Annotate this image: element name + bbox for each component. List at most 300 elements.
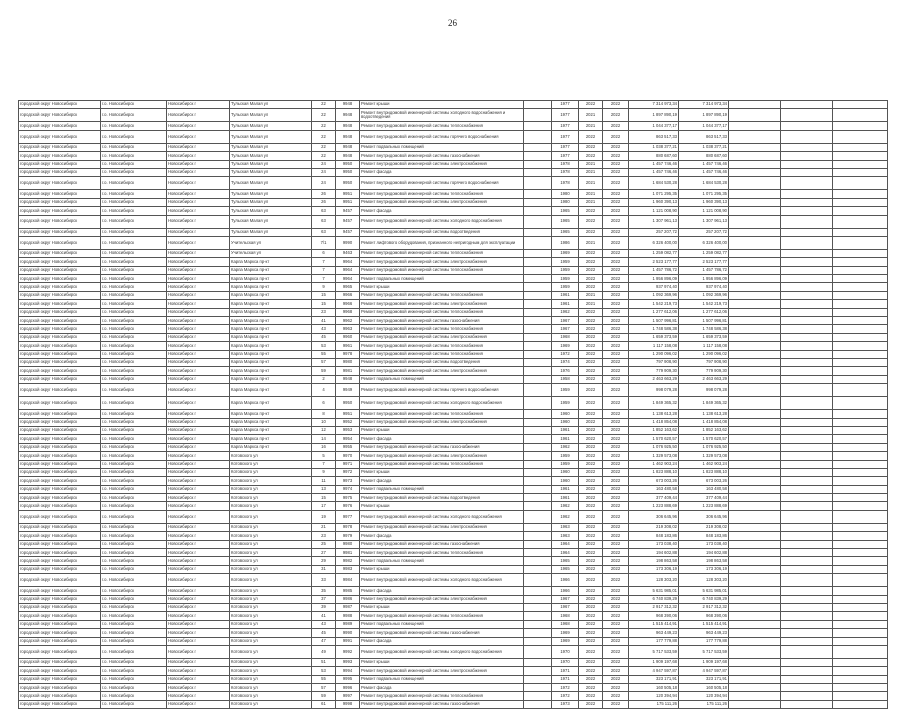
cell-plan-year: 2021 [579, 236, 603, 249]
cell-cost-fact: 4 947 597,87 [679, 667, 729, 675]
cell-cost-fact: 937 974,40 [679, 283, 729, 291]
table-row [19, 435, 888, 443]
cell-cost-fact: 1 418 854,08 [679, 418, 729, 426]
cell-cost-fact: 5 631 985,01 [679, 587, 729, 595]
cell-house: 45 [312, 629, 336, 637]
cell-plan-year: 2022 [579, 587, 603, 595]
cell-note-1 [729, 258, 781, 266]
cell-note-3 [833, 485, 888, 493]
cell-street: Котовского ул [230, 645, 312, 658]
cell-municipality: городской округ Новосибирск [19, 620, 101, 628]
cell-note-1 [729, 549, 781, 557]
cell-fact-year: 2022 [603, 532, 629, 540]
cell-settlement: г.о. Новосибирск [101, 228, 167, 236]
cell-city: Новосибирск г [167, 637, 230, 645]
cell-street: Котовского ул [230, 557, 312, 565]
cell-house: 12 [312, 426, 336, 434]
cell-start-year: 1962 [552, 308, 579, 316]
table-row [19, 384, 888, 397]
cell-city: Новосибирск г [167, 308, 230, 316]
cell-built-year [524, 350, 552, 358]
cell-cost-fact: 1 909 197,68 [679, 658, 729, 666]
table-row [19, 645, 888, 658]
table-row [19, 308, 888, 316]
cell-start-year: 1962 [552, 502, 579, 510]
cell-city: Новосибирск г [167, 460, 230, 468]
table-row [19, 620, 888, 628]
cell-start-year: 1958 [552, 375, 579, 383]
cell-work-type: Ремонт внутридомовой инженерной системы водоотведения [360, 358, 524, 366]
cell-cost-plan: 1 457 746,46 [629, 160, 679, 168]
cell-cost-plan: 1 823 888,10 [629, 468, 679, 476]
cell-cost-fact: 6 326 400,00 [679, 236, 729, 249]
cell-note-3 [833, 595, 888, 603]
cell-plan-year: 2022 [579, 375, 603, 383]
cell-start-year: 1965 [552, 207, 579, 215]
cell-street: Карла Маркса пр-кт [230, 291, 312, 299]
cell-house: 55 [312, 675, 336, 683]
cell-note-3 [833, 532, 888, 540]
cell-note-1 [729, 418, 781, 426]
table-row [19, 342, 888, 350]
cell-start-year: 1969 [552, 637, 579, 645]
cell-reg-no: 9996 [336, 684, 360, 692]
cell-note-2 [781, 692, 833, 700]
cell-fact-year: 2022 [603, 629, 629, 637]
cell-house: 15 [312, 291, 336, 299]
cell-cost-fact: 1 076 925,50 [679, 443, 729, 451]
cell-reg-no: 9948 [336, 375, 360, 383]
cell-house: 23 [312, 532, 336, 540]
cell-fact-year: 2022 [603, 692, 629, 700]
cell-cost-fact: 1 038 377,21 [679, 143, 729, 151]
cell-start-year: 1962 [552, 443, 579, 451]
cell-cost-fact: 673 003,26 [679, 477, 729, 485]
cell-work-type: Ремонт внутридомовой инженерной системы теплоснабжения [360, 549, 524, 557]
cell-plan-year: 2022 [579, 443, 603, 451]
cell-house: 25 [312, 540, 336, 548]
cell-fact-year: 2022 [603, 397, 629, 410]
cell-fact-year: 2022 [603, 502, 629, 510]
cell-work-type: Ремонт внутридомовой инженерной системы электроснабжения [360, 258, 524, 266]
cell-plan-year: 2022 [579, 410, 603, 418]
cell-municipality: городской округ Новосибирск [19, 198, 101, 206]
cell-note-2 [781, 266, 833, 274]
cell-cost-fact: 1 277 612,06 [679, 308, 729, 316]
cell-settlement: г.о. Новосибирск [101, 557, 167, 565]
cell-note-2 [781, 249, 833, 257]
cell-start-year: 1961 [552, 494, 579, 502]
cell-city: Новосибирск г [167, 612, 230, 620]
cell-settlement: г.о. Новосибирск [101, 477, 167, 485]
cell-municipality: городской округ Новосибирск [19, 675, 101, 683]
cell-cost-plan: 937 974,40 [629, 283, 679, 291]
cell-note-2 [781, 358, 833, 366]
cell-municipality: городской округ Новосибирск [19, 168, 101, 176]
cell-settlement: г.о. Новосибирск [101, 603, 167, 611]
cell-street: Котовского ул [230, 510, 312, 523]
cell-work-type: Ремонт крыши [360, 101, 524, 109]
cell-street: Тульская Малая ул [230, 160, 312, 168]
cell-note-3 [833, 109, 888, 122]
cell-municipality: городской округ Новосибирск [19, 215, 101, 228]
cell-built-year [524, 249, 552, 257]
cell-house: 17 [312, 502, 336, 510]
cell-reg-no: 9990 [336, 236, 360, 249]
cell-cost-plan: 377 409,44 [629, 494, 679, 502]
cell-note-3 [833, 477, 888, 485]
cell-built-year [524, 667, 552, 675]
cell-house: 2 [312, 375, 336, 383]
cell-settlement: г.о. Новосибирск [101, 565, 167, 573]
cell-street: Карла Маркса пр-кт [230, 367, 312, 375]
cell-house: 59 [312, 692, 336, 700]
cell-start-year: 1973 [552, 700, 579, 708]
cell-settlement: г.о. Новосибирск [101, 620, 167, 628]
cell-cost-plan: 1 748 586,38 [629, 325, 679, 333]
cell-note-3 [833, 645, 888, 658]
cell-house: 63 [312, 228, 336, 236]
cell-note-1 [729, 283, 781, 291]
cell-note-2 [781, 435, 833, 443]
cell-street: Котовского ул [230, 658, 312, 666]
cell-cost-plan: 1 092 369,96 [629, 291, 679, 299]
cell-note-1 [729, 435, 781, 443]
cell-cost-plan: 1 684 530,28 [629, 177, 679, 190]
cell-cost-fact: 1 897 890,19 [679, 109, 729, 122]
cell-reg-no: 9992 [336, 645, 360, 658]
cell-reg-no: 9966 [336, 291, 360, 299]
cell-city: Новосибирск г [167, 510, 230, 523]
cell-plan-year: 2022 [579, 308, 603, 316]
cell-municipality: городской округ Новосибирск [19, 367, 101, 375]
cell-plan-year: 2021 [579, 122, 603, 130]
table-row [19, 236, 888, 249]
cell-street: Карла Маркса пр-кт [230, 275, 312, 283]
cell-house: 14 [312, 435, 336, 443]
cell-reg-no: 9971 [336, 460, 360, 468]
cell-note-3 [833, 675, 888, 683]
cell-reg-no: 9948 [336, 101, 360, 109]
cell-city: Новосибирск г [167, 574, 230, 587]
works-table [18, 100, 888, 709]
cell-note-1 [729, 565, 781, 573]
cell-reg-no: 9981 [336, 367, 360, 375]
table-row [19, 587, 888, 595]
cell-note-1 [729, 342, 781, 350]
cell-reg-no: 9950 [336, 168, 360, 176]
table-row [19, 426, 888, 434]
cell-municipality: городской округ Новосибирск [19, 549, 101, 557]
cell-house: 63 [312, 207, 336, 215]
cell-note-1 [729, 384, 781, 397]
cell-cost-fact: 257 207,72 [679, 228, 729, 236]
cell-cost-plan: 4 947 597,87 [629, 667, 679, 675]
cell-note-1 [729, 325, 781, 333]
cell-note-3 [833, 658, 888, 666]
cell-plan-year: 2022 [579, 692, 603, 700]
cell-street: Карла Маркса пр-кт [230, 317, 312, 325]
cell-built-year [524, 375, 552, 383]
cell-city: Новосибирск г [167, 236, 230, 249]
table-row [19, 540, 888, 548]
cell-municipality: городской округ Новосибирск [19, 452, 101, 460]
cell-cost-fact: 5 717 533,59 [679, 645, 729, 658]
cell-note-1 [729, 532, 781, 540]
table-row [19, 532, 888, 540]
cell-plan-year: 2022 [579, 595, 603, 603]
cell-built-year [524, 410, 552, 418]
cell-municipality: городской округ Новосибирск [19, 358, 101, 366]
cell-note-2 [781, 667, 833, 675]
table-row [19, 460, 888, 468]
cell-settlement: г.о. Новосибирск [101, 275, 167, 283]
cell-house: 31 [312, 565, 336, 573]
cell-note-1 [729, 452, 781, 460]
cell-fact-year: 2022 [603, 443, 629, 451]
cell-house: 6 [312, 249, 336, 257]
cell-street: Карла Маркса пр-кт [230, 384, 312, 397]
cell-plan-year: 2022 [579, 468, 603, 476]
cell-note-2 [781, 190, 833, 198]
table-row [19, 595, 888, 603]
cell-street: Карла Маркса пр-кт [230, 283, 312, 291]
cell-house: 63 [312, 215, 336, 228]
cell-street: Тульская Малая ул [230, 198, 312, 206]
cell-house: 7 [312, 460, 336, 468]
cell-fact-year: 2022 [603, 667, 629, 675]
cell-built-year [524, 308, 552, 316]
cell-start-year: 1965 [552, 228, 579, 236]
table-row [19, 258, 888, 266]
cell-built-year [524, 485, 552, 493]
cell-cost-plan: 175 111,26 [629, 700, 679, 708]
cell-reg-no: 9948 [336, 143, 360, 151]
table-row [19, 667, 888, 675]
cell-work-type: Ремонт внутридомовой инженерной системы холодного водоснабжения [360, 397, 524, 410]
cell-reg-no: 9980 [336, 540, 360, 548]
cell-start-year: 1970 [552, 658, 579, 666]
cell-start-year: 1980 [552, 198, 579, 206]
cell-house: 23 [312, 308, 336, 316]
cell-reg-no: 9963 [336, 325, 360, 333]
cell-reg-no: 9950 [336, 160, 360, 168]
cell-plan-year: 2022 [579, 342, 603, 350]
cell-plan-year: 2022 [579, 215, 603, 228]
cell-start-year: 1965 [552, 565, 579, 573]
cell-house: 10 [312, 418, 336, 426]
cell-note-1 [729, 101, 781, 109]
cell-cost-fact: 1 044 377,17 [679, 122, 729, 130]
cell-cost-fact: 1 457 746,46 [679, 168, 729, 176]
cell-municipality: городской округ Новосибирск [19, 177, 101, 190]
cell-fact-year: 2022 [603, 510, 629, 523]
cell-plan-year: 2022 [579, 460, 603, 468]
cell-work-type: Ремонт внутридомовой инженерной системы газоснабжения [360, 700, 524, 708]
cell-plan-year: 2022 [579, 418, 603, 426]
cell-city: Новосибирск г [167, 410, 230, 418]
cell-municipality: городской округ Новосибирск [19, 540, 101, 548]
cell-municipality: городской округ Новосибирск [19, 410, 101, 418]
table-row [19, 523, 888, 531]
cell-built-year [524, 645, 552, 658]
cell-cost-plan: 1 044 377,17 [629, 122, 679, 130]
cell-note-3 [833, 684, 888, 692]
cell-start-year: 1966 [552, 587, 579, 595]
cell-note-3 [833, 468, 888, 476]
cell-reg-no: 9961 [336, 342, 360, 350]
cell-note-2 [781, 333, 833, 341]
cell-note-2 [781, 325, 833, 333]
cell-note-3 [833, 342, 888, 350]
cell-fact-year: 2022 [603, 595, 629, 603]
cell-city: Новосибирск г [167, 177, 230, 190]
cell-settlement: г.о. Новосибирск [101, 249, 167, 257]
cell-cost-fact: 1 329 573,08 [679, 452, 729, 460]
cell-work-type: Ремонт внутридомовой инженерной системы электроснабжения [360, 300, 524, 308]
cell-street: Тульская Малая ул [230, 168, 312, 176]
cell-work-type: Ремонт внутридомовой инженерной системы электроснабжения [360, 452, 524, 460]
cell-plan-year: 2022 [579, 266, 603, 274]
cell-reg-no: 9990 [336, 629, 360, 637]
cell-settlement: г.о. Новосибирск [101, 658, 167, 666]
cell-cost-fact: 1 684 530,28 [679, 177, 729, 190]
cell-cost-fact: 1 659 373,59 [679, 333, 729, 341]
cell-plan-year: 2021 [579, 168, 603, 176]
cell-settlement: г.о. Новосибирск [101, 177, 167, 190]
cell-note-3 [833, 325, 888, 333]
cell-fact-year: 2022 [603, 587, 629, 595]
cell-municipality: городской округ Новосибирск [19, 494, 101, 502]
cell-fact-year: 2022 [603, 358, 629, 366]
cell-reg-no: 9966 [336, 300, 360, 308]
cell-built-year [524, 435, 552, 443]
cell-note-3 [833, 143, 888, 151]
cell-fact-year: 2022 [603, 620, 629, 628]
cell-start-year: 1967 [552, 595, 579, 603]
cell-cost-plan: 1 038 377,21 [629, 143, 679, 151]
cell-note-1 [729, 109, 781, 122]
cell-cost-fact: 2 523 177,77 [679, 258, 729, 266]
cell-reg-no: 9985 [336, 587, 360, 595]
cell-cost-plan: 1 138 613,28 [629, 410, 679, 418]
cell-house: 37 [312, 595, 336, 603]
cell-note-1 [729, 684, 781, 692]
cell-note-3 [833, 130, 888, 143]
cell-note-3 [833, 101, 888, 109]
cell-cost-plan: 1 897 890,19 [629, 109, 679, 122]
cell-cost-plan: 219 308,02 [629, 523, 679, 531]
cell-note-3 [833, 283, 888, 291]
cell-work-type: Ремонт крыши [360, 565, 524, 573]
cell-note-1 [729, 667, 781, 675]
cell-work-type: Ремонт внутридомовой инженерной системы теплоснабжения [360, 122, 524, 130]
cell-note-2 [781, 510, 833, 523]
cell-note-2 [781, 452, 833, 460]
cell-work-type: Ремонт внутридомовой инженерной системы горячего водоснабжения [360, 177, 524, 190]
cell-cost-fact: 880 687,60 [679, 152, 729, 160]
cell-municipality: городской округ Новосибирск [19, 249, 101, 257]
cell-fact-year: 2022 [603, 143, 629, 151]
cell-work-type: Ремонт крыши [360, 658, 524, 666]
cell-fact-year: 2022 [603, 612, 629, 620]
cell-city: Новосибирск г [167, 291, 230, 299]
cell-note-1 [729, 308, 781, 316]
cell-house: 24 [312, 168, 336, 176]
cell-municipality: городской округ Новосибирск [19, 325, 101, 333]
cell-street: Котовского ул [230, 587, 312, 595]
cell-settlement: г.о. Новосибирск [101, 468, 167, 476]
table-row [19, 375, 888, 383]
cell-cost-plan: 1 457 746,46 [629, 168, 679, 176]
table-row [19, 557, 888, 565]
cell-note-2 [781, 109, 833, 122]
cell-reg-no: 9457 [336, 207, 360, 215]
cell-plan-year: 2022 [579, 130, 603, 143]
cell-municipality: городской округ Новосибирск [19, 523, 101, 531]
cell-work-type: Ремонт внутридомовой инженерной системы водоотведения [360, 494, 524, 502]
cell-work-type: Ремонт подвальных помещений [360, 375, 524, 383]
cell-house: 6 [312, 397, 336, 410]
cell-settlement: г.о. Новосибирск [101, 325, 167, 333]
cell-street: Котовского ул [230, 460, 312, 468]
cell-reg-no: 9987 [336, 603, 360, 611]
cell-fact-year: 2022 [603, 485, 629, 493]
cell-street: Карла Маркса пр-кт [230, 325, 312, 333]
cell-cost-fact: 1 823 888,10 [679, 468, 729, 476]
cell-cost-plan: 1 076 925,50 [629, 443, 679, 451]
cell-work-type: Ремонт фасада [360, 587, 524, 595]
cell-fact-year: 2022 [603, 435, 629, 443]
cell-work-type: Ремонт внутридомовой инженерной системы газоснабжения [360, 540, 524, 548]
cell-cost-fact: 1 462 903,24 [679, 460, 729, 468]
cell-built-year [524, 215, 552, 228]
cell-start-year: 1977 [552, 152, 579, 160]
cell-reg-no: 9991 [336, 637, 360, 645]
cell-city: Новосибирск г [167, 485, 230, 493]
cell-note-1 [729, 236, 781, 249]
cell-note-3 [833, 207, 888, 215]
cell-reg-no: 9463 [336, 249, 360, 257]
cell-street: Котовского ул [230, 667, 312, 675]
cell-plan-year: 2022 [579, 384, 603, 397]
cell-cost-fact: 177 779,88 [679, 637, 729, 645]
cell-note-1 [729, 198, 781, 206]
cell-street: Тульская Малая ул [230, 152, 312, 160]
cell-city: Новосибирск г [167, 557, 230, 565]
cell-house: 7 [312, 266, 336, 274]
cell-house: 53 [312, 342, 336, 350]
cell-cost-fact: 163 480,58 [679, 485, 729, 493]
cell-built-year [524, 397, 552, 410]
cell-cost-plan: 160 505,18 [629, 684, 679, 692]
cell-note-1 [729, 317, 781, 325]
cell-cost-fact: 1 092 369,96 [679, 291, 729, 299]
cell-settlement: г.о. Новосибирск [101, 645, 167, 658]
cell-fact-year: 2022 [603, 477, 629, 485]
cell-cost-fact: 848 183,86 [679, 532, 729, 540]
cell-start-year: 1978 [552, 177, 579, 190]
cell-city: Новосибирск г [167, 684, 230, 692]
cell-city: Новосибирск г [167, 620, 230, 628]
cell-start-year: 1966 [552, 574, 579, 587]
cell-start-year: 1959 [552, 384, 579, 397]
cell-start-year: 1959 [552, 452, 579, 460]
cell-note-2 [781, 557, 833, 565]
cell-house: 51 [312, 658, 336, 666]
cell-street: Котовского ул [230, 684, 312, 692]
cell-note-2 [781, 101, 833, 109]
